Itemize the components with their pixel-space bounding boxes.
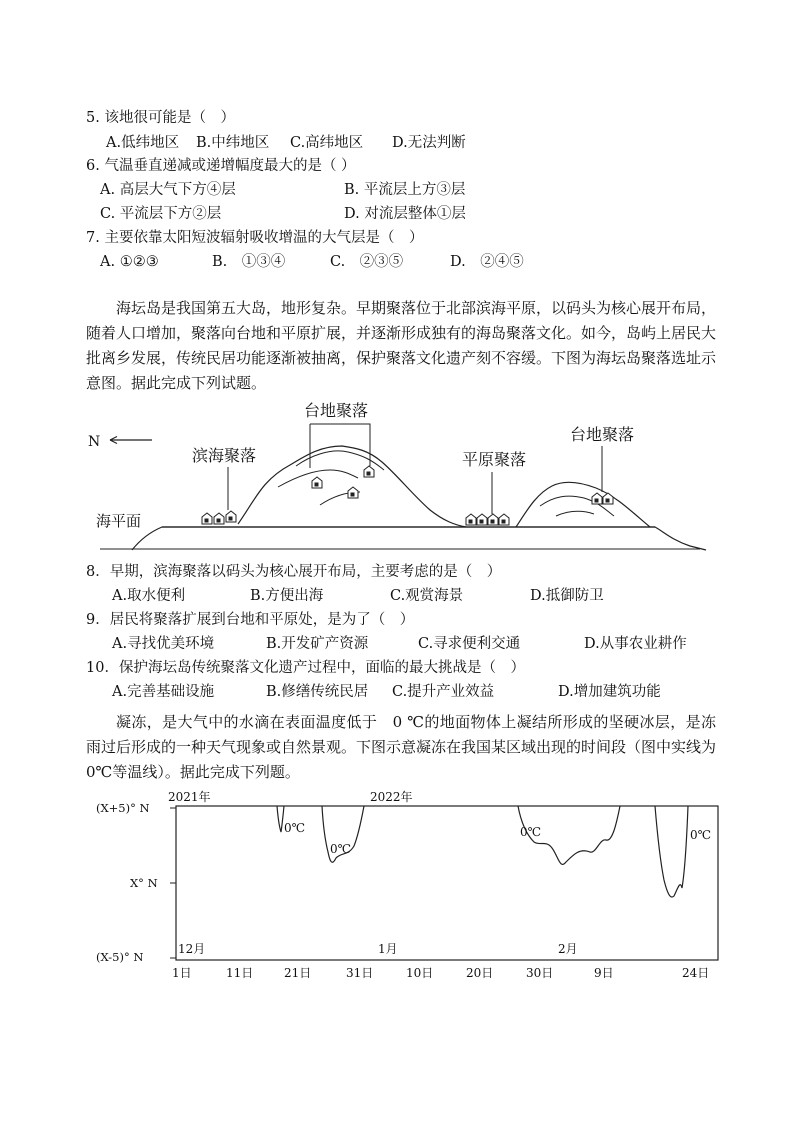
passage-haitan: 海坛岛是我国第五大岛，地形复杂。早期聚落位于北部滨海平原，以码头为核心展开布局，随着人口增加，聚落向台地和平原扩展，并逐渐形成独有的海岛聚落文化。如今，岛屿上居民大批离乡发展，传统民居功能逐渐被抽离，保护聚落文化遗产刻不容缓。下图为海坛岛聚落选址示意图。据此完成下列试题。 xyxy=(86,299,717,392)
question-7-option-a: A. ①②③ xyxy=(100,254,159,270)
question-10-option-c: C.提升产业效益 xyxy=(392,684,495,700)
coastal-houses-icon xyxy=(202,511,236,524)
x-tick-label: 24日 xyxy=(682,966,710,980)
question-9-option-a: A.寻找优美环境 xyxy=(112,636,215,652)
question-8-option-c: C.观赏海景 xyxy=(390,588,464,604)
question-6-option-b: B. 平流层上方③层 xyxy=(344,182,466,198)
island-base-outline xyxy=(132,527,706,550)
question-8-option-b: B.方便出海 xyxy=(250,588,324,604)
question-10-option-a: A.完善基础设施 xyxy=(112,684,215,700)
plain-houses-icon xyxy=(466,514,509,525)
terrace-settlement-label-right: 台地聚落 xyxy=(570,425,635,444)
question-8-option-a: A.取水便利 xyxy=(112,588,186,604)
question-9-option-b: B.开发矿产资源 xyxy=(266,636,369,652)
question-5-option-c: C.高纬地区 xyxy=(290,135,364,151)
x-tick-label: 9日 xyxy=(594,966,614,980)
terrace-hill-right-contour-2 xyxy=(556,511,594,516)
question-7-stem: 7. 主要依靠太阳短波辐射吸收增温的大气层是（ ） xyxy=(86,230,424,246)
isotherm-label: 0℃ xyxy=(330,842,352,856)
question-8-option-d: D.抵御防卫 xyxy=(530,588,604,604)
isotherm-label: 0℃ xyxy=(690,828,712,842)
terrace-settlement-label-left: 台地聚落 xyxy=(304,401,369,420)
question-7-option-c: C. ②③⑤ xyxy=(330,254,404,270)
north-label: N xyxy=(88,434,101,450)
x-tick-label: 1日 xyxy=(172,966,192,980)
freezing-period-chart xyxy=(0,780,794,990)
passage-ningdong: 凝冻，是大气中的水滴在表面温度低于 0 ℃的地面物体上凝结所形成的坚硬冰层，是冻雨过后形成的一种天气现象或自然景观。下图示意凝冻在我国某区域出现的时间段（图中实线为 0℃等温线）。据此完成下列题。 xyxy=(86,713,717,781)
chart-frame xyxy=(176,806,718,960)
terrace-hill-left xyxy=(238,446,466,527)
isotherm-curve xyxy=(655,806,688,897)
isotherm-label: 0℃ xyxy=(520,825,542,839)
sea-level-label: 海平面 xyxy=(96,512,142,530)
question-5-option-a: A.低纬地区 xyxy=(106,135,180,151)
month-label-dec: 12月 xyxy=(178,942,206,956)
question-6-option-d: D. 对流层整体①层 xyxy=(344,206,466,222)
plain-settlement-label: 平原聚落 xyxy=(462,450,527,469)
question-9-option-d: D.从事农业耕作 xyxy=(584,636,687,652)
terrace-hill-right xyxy=(516,482,650,527)
question-5-stem: 5. 该地很可能是（ ） xyxy=(86,110,235,126)
month-label-jan: 1月 xyxy=(378,942,398,956)
x-tick-label: 30日 xyxy=(526,966,554,980)
question-6-option-c: C. 平流层下方②层 xyxy=(100,206,222,222)
year-label-2021: 2021年 xyxy=(168,790,211,804)
coastal-settlement-label: 滨海聚落 xyxy=(192,446,257,465)
y-tick-label-x-minus-5: (X-5)° N xyxy=(96,950,144,964)
question-5-option-b: B.中纬地区 xyxy=(196,135,270,151)
question-10-option-b: B.修缮传统民居 xyxy=(266,684,369,700)
x-tick-label: 31日 xyxy=(346,966,374,980)
isotherm-label: 0℃ xyxy=(284,821,306,835)
y-tick-label-x-plus-5: (X+5)° N xyxy=(96,801,150,815)
x-tick-label: 20日 xyxy=(466,966,494,980)
question-9-stem: 9．居民将聚落扩展到台地和平原处，是为了（ ） xyxy=(86,612,415,628)
isotherm-curve xyxy=(277,806,284,832)
y-tick-label-x: X° N xyxy=(130,876,158,890)
x-tick-label: 21日 xyxy=(284,966,312,980)
question-6-stem: 6. 气温垂直递减或递增幅度最大的是（ ） xyxy=(86,158,356,174)
x-tick-label: 10日 xyxy=(406,966,434,980)
question-9-option-c: C.寻求便利交通 xyxy=(418,636,521,652)
question-10-stem: 10．保护海坛岛传统聚落文化遗产过程中，面临的最大挑战是（ ） xyxy=(86,660,525,676)
question-10-option-d: D.增加建筑功能 xyxy=(558,684,661,700)
month-label-feb: 2月 xyxy=(558,942,578,956)
question-8-stem: 8．早期，滨海聚落以码头为核心展开布局，主要考虑的是（ ） xyxy=(86,564,502,580)
terrace-right-houses-icon xyxy=(592,493,613,504)
island-settlement-diagram xyxy=(0,396,794,566)
question-6-option-a: A. 高层大气下方④层 xyxy=(100,182,236,198)
x-tick-label: 11日 xyxy=(226,966,254,980)
question-5-option-d: D.无法判断 xyxy=(392,135,466,151)
year-label-2022: 2022年 xyxy=(370,790,413,804)
question-7-option-b: B. ①③④ xyxy=(212,254,286,270)
question-7-option-d: D. ②④⑤ xyxy=(450,254,524,270)
